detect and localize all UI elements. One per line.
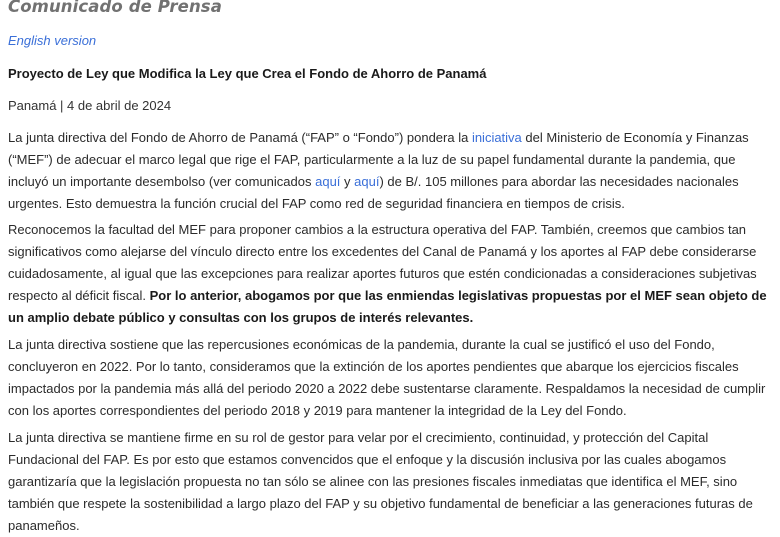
- paragraph-4: La junta directiva se mantiene firme en su rol de gestor para velar por el crecimiento, continuidad, y protección del Capital Fundacional del FAP. Es por esto que estamos convencidos que el enfoque y la discusión inclusiva por las cuales abogamos garantizaría que la legislación propuesta no tan sólo se alinee con las presiones fiscales inmediatas que identifica el MEF, sino también que respete la sostenibilidad a largo plazo del FAP y su objetivo fundamental de beneficiar a las generaciones futuras de panameños.: [8, 430, 753, 533]
- aqui-link-2[interactable]: aquí: [354, 174, 380, 189]
- english-version-link[interactable]: English version: [8, 33, 97, 48]
- iniciativa-link[interactable]: iniciativa: [471, 130, 522, 145]
- dateline: Panamá | 4 de abril de 2024: [8, 98, 172, 113]
- paragraph-2: [8, 219, 772, 329]
- section-title: Comunicado de Prensa: [8, 0, 222, 16]
- headline: Proyecto de Ley que Modifica la Ley que Crea el Fondo de Ahorro de Panamá: [8, 66, 487, 81]
- paragraph-text: del Ministerio de Economía y Finanzas (“MEF”) de adecuar el marco legal que rige el FAP, particularmente a la luz de su papel fundamental durante la pandemia, que incluyó un importante desembolso (ver comunicados: [8, 130, 749, 189]
- paragraph-bold-text: Por lo anterior, abogamos por que las enmiendas legislativas propuestas por el MEF sean objeto de un amplio debate público y consultas con los grupos de interés relevantes.: [8, 288, 767, 325]
- paragraph-text: ) de B/. 105 millones para abordar las necesidades nacionales urgentes. Esto demuestra la función crucial del FAP como red de seguridad financiera en tiempos de crisis.: [8, 174, 739, 211]
- paragraph-text: La junta directiva del Fondo de Ahorro de Panamá (“FAP” o “Fondo”) pondera la: [8, 130, 472, 145]
- aqui-link-1[interactable]: aquí: [315, 174, 341, 189]
- paragraph-1: [8, 127, 772, 215]
- paragraph-text: y: [340, 174, 355, 189]
- paragraph-3: La junta directiva sostiene que las repercusiones económicas de la pandemia, durante la cual se justificó el uso del Fondo, concluyeron en 2022. Por lo tanto, consideramos que la extinción de los aportes pendientes que abarque los ejercicios fiscales impactados por la pandemia más allá del periodo 2020 a 2022 debe sustentarse claramente. Respaldamos la necesidad de cumplir con los aportes correspondientes del periodo 2018 y 2019 para mantener la integridad de la Ley del Fondo.: [8, 337, 766, 418]
- paragraph-text: Reconocemos la facultad del MEF para proponer cambios a la estructura operativa del FAP. También, creemos que cambios tan significativos como alejarse del vínculo directo entre los excedentes del Canal de Panamá y los aportes al FAP debe considerarse cuidadosamente, al igual que las excepciones para realizar aportes futuros que estén condicionadas a consideraciones subjetivas respecto al déficit fiscal.: [8, 222, 757, 303]
